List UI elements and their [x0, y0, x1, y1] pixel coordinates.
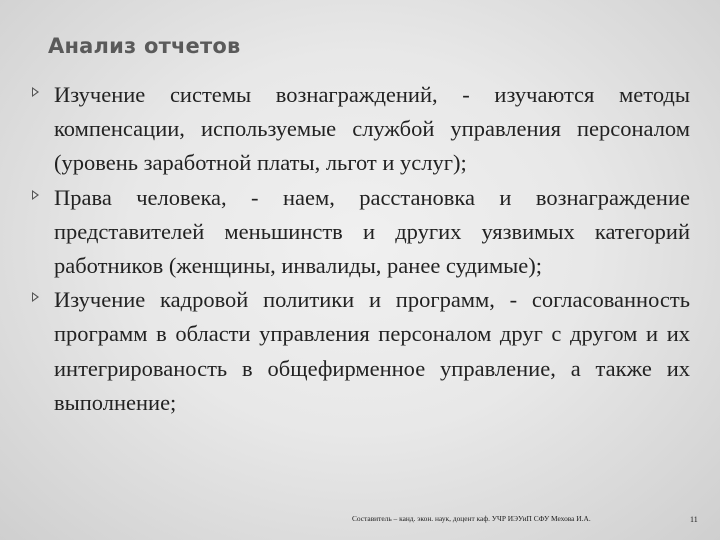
bullet-text: Права человека, - наем, расстановка и вознаграждение представителей меньшинств и других уязвимых категорий работников (женщины, инвалиды, ранее судимые);: [54, 184, 690, 279]
bullet-text: Изучение системы вознаграждений, - изучаются методы компенсации, используемые службой управления персоналом (уровень заработной платы, льгот и услуг);: [54, 82, 690, 176]
bullet-list: [32, 78, 690, 420]
triangle-bullet-icon: [32, 190, 39, 200]
footer-credit: Составитель – канд. экон. наук, доцент каф. УЧР ИЭУиП СФУ Мехова И.А.: [352, 514, 591, 523]
bullet-item-1: [32, 78, 690, 181]
slide-title: Анализ отчетов: [48, 34, 241, 58]
bullet-item-3: [32, 283, 690, 420]
page-number: 11: [690, 515, 698, 524]
triangle-bullet-icon: [32, 87, 39, 97]
bullet-item-2: [32, 181, 690, 284]
bullet-text: Изучение кадровой политики и программ, - согласованность программ в области управления персоналом друг с другом и их интегрированость в общефирменное управление, а также их выполнение;: [54, 287, 690, 415]
triangle-bullet-icon: [32, 292, 39, 302]
